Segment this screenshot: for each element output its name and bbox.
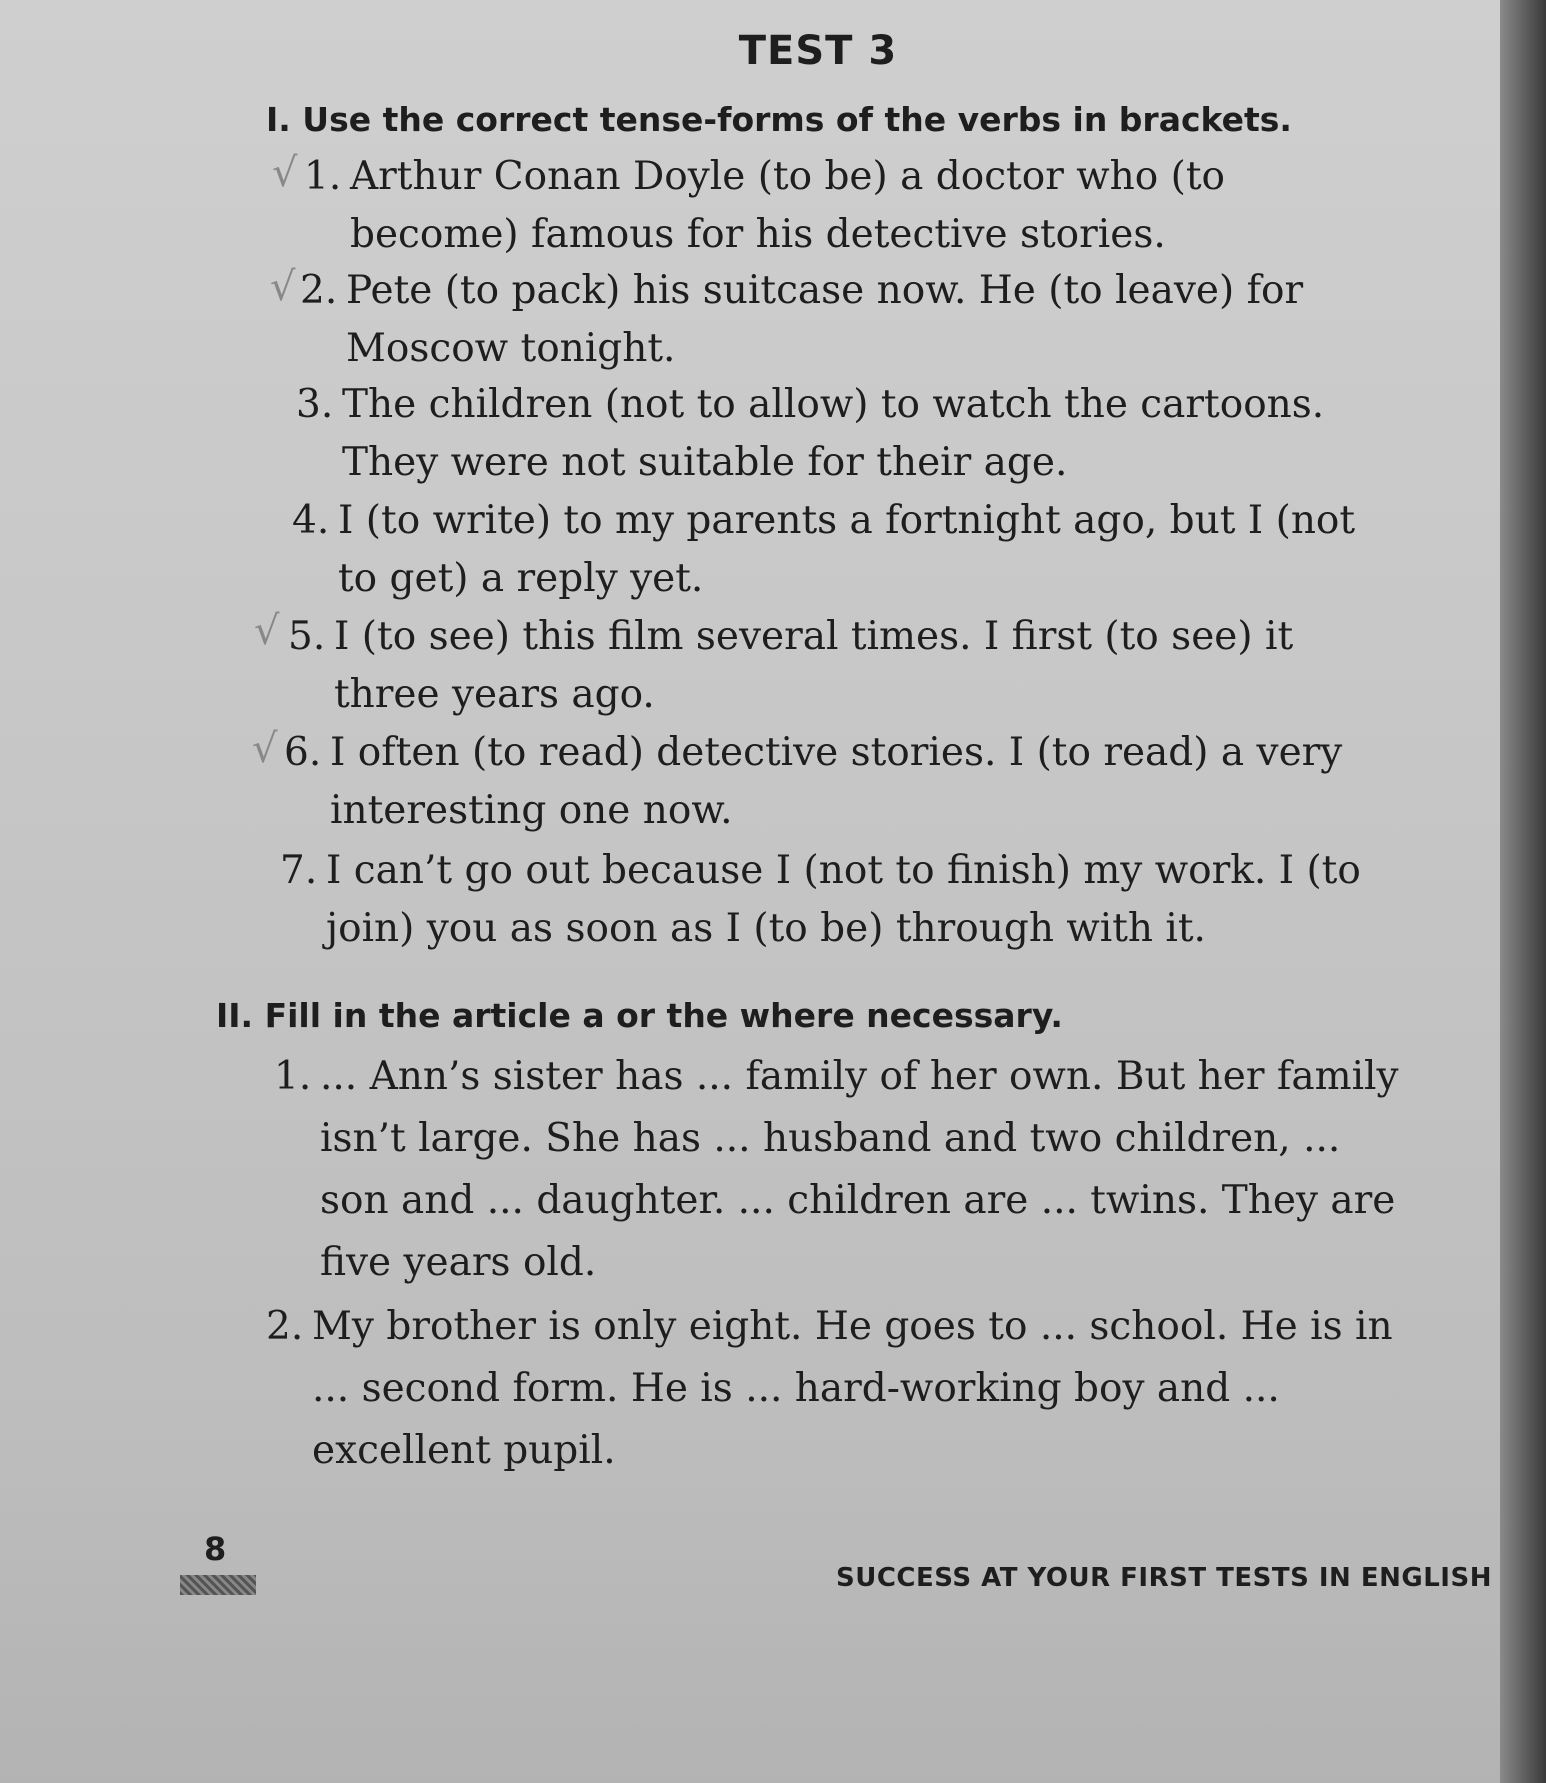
test-title: TEST 3	[738, 28, 898, 74]
section-1-heading: I. Use the correct tense-forms of the verbs in brackets.	[266, 100, 1292, 139]
exercise-1-item-7: 7. I can’t go out because I (not to finish) my work. I (to join) you as soon as I (to be) through with it.	[280, 848, 1361, 951]
exercise-1-item-2: 2. Pete (to pack) his suitcase now. He (to leave) for Moscow tonight.	[300, 268, 1304, 371]
page-number-bar	[180, 1575, 256, 1595]
exercise-1-item-1: 1. Arthur Conan Doyle (to be) a doctor who (to become) famous for his detective stories.	[304, 154, 1225, 257]
check-mark-2: √	[270, 264, 296, 310]
exercise-2-item-1: 1. ... Ann’s sister has ... family of her own. But her family isn’t large. She has ... husband and two children, ... son and ... daughter. ... children are ... twins. They are five years old.	[274, 1054, 1399, 1285]
page-edge-shadow	[1500, 0, 1546, 1783]
check-mark-1: √	[272, 150, 298, 196]
page-number: 8	[204, 1530, 227, 1568]
exercise-1-item-6: 6. I often (to read) detective stories. I (to read) a very interesting one now.	[284, 730, 1343, 833]
book-title-footer: SUCCESS AT YOUR FIRST TESTS IN ENGLISH	[836, 1563, 1492, 1593]
check-mark-5: √	[254, 608, 280, 654]
exercise-1-item-4: 4. I (to write) to my parents a fortnight ago, but I (not to get) a reply yet.	[292, 498, 1356, 601]
section-2-heading: II. Fill in the article a or the where necessary.	[216, 996, 1063, 1035]
exercise-1-item-3: 3. The children (not to allow) to watch the cartoons. They were not suitable for their age.	[296, 382, 1325, 485]
check-mark-6: √	[252, 726, 278, 772]
exercise-2-item-2: 2. My brother is only eight. He goes to ... school. He is in ... second form. He is ... hard-working boy and ... excellent pupil.	[266, 1304, 1393, 1473]
exercise-1-item-5: 5. I (to see) this film several times. I first (to see) it three years ago.	[288, 614, 1294, 717]
